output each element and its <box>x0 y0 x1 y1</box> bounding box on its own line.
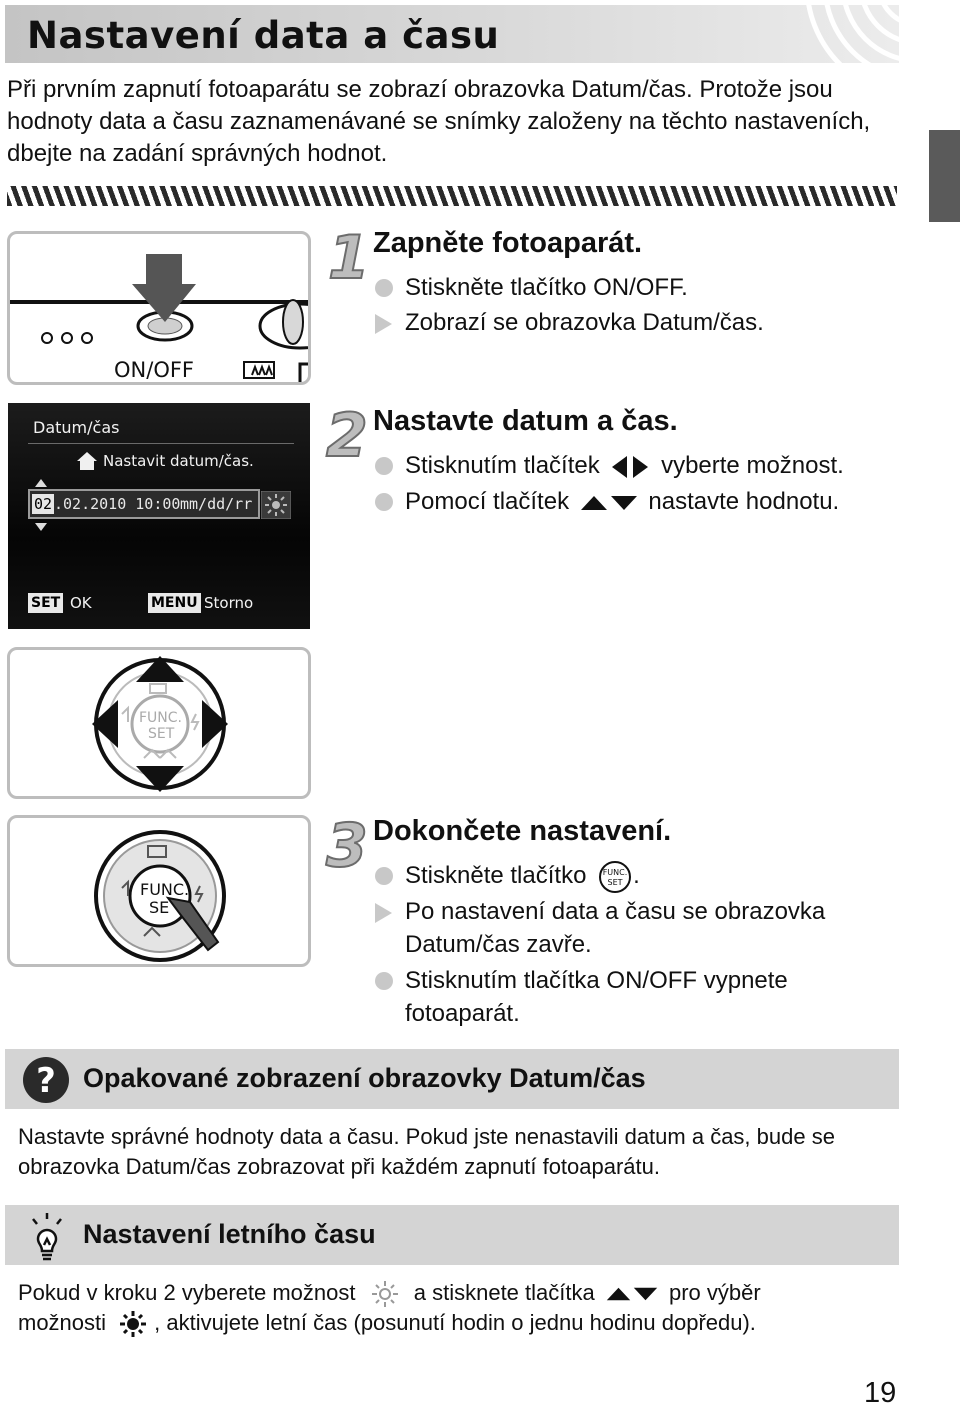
svg-text:FUNC.: FUNC. <box>602 867 628 877</box>
svg-text:SET: SET <box>607 877 623 887</box>
control-dial-arrows-illustration <box>7 647 311 799</box>
on-off-label: ON/OFF <box>114 358 195 382</box>
up-arrow-icon <box>35 479 47 487</box>
intro-paragraph: Při prvním zapnutí fotoaparátu se zobrazí obrazovka Datum/čas. Protože jsou hodnoty data a času zaznamenávané se snímky založeny na těchto nastaveních, dbejte na zadání správných hodnot. <box>7 76 871 167</box>
step3-bullet-1: Stiskněte tlačítko FUNC. SET . <box>405 859 640 894</box>
bullet-dot <box>375 493 393 511</box>
side-tab-marker <box>929 130 960 222</box>
dial2-func-line1: FUNC. <box>140 880 190 899</box>
dst-heading: Nastavení letního času <box>83 1219 376 1249</box>
step-title-3: Dokončete nastavení. <box>373 815 672 847</box>
lcd-menu-title: Nastavit datum/čas. <box>103 452 254 470</box>
faq-text: Nastavte správné hodnoty data a času. Pokud jste nenastavili datum a čas, bude se obrazovka Datum/čas zobrazovat při každém zapnutí fotoaparátu. <box>18 1124 835 1179</box>
dst-off-sun-icon <box>368 1280 402 1308</box>
step-number-2: 2 <box>326 401 368 471</box>
date-format-value: mm/dd/rr <box>180 495 253 513</box>
lcd-title-rule <box>28 443 294 444</box>
bullet-dot <box>375 972 393 990</box>
result-arrow-icon <box>375 903 392 923</box>
step-title-1: Zapněte fotoaparát. <box>373 227 643 259</box>
lcd-title: Datum/čas <box>33 418 120 437</box>
func-set-button-icon <box>597 860 633 894</box>
step1-result-1: Zobrazí se obrazovka Datum/čas. <box>405 306 764 339</box>
camera-top-illustration <box>7 231 311 385</box>
title-bar <box>5 5 899 63</box>
date-field[interactable] <box>28 489 260 519</box>
up-down-arrows-icon <box>580 493 638 513</box>
result-arrow-icon <box>375 314 392 334</box>
datetime-lcd-screen <box>8 403 310 629</box>
up-down-arrows-icon <box>605 1285 659 1303</box>
menu-badge: MENU <box>148 593 201 613</box>
step-number-3: 3 <box>326 811 368 881</box>
ok-label: OK <box>70 594 92 612</box>
step3-bullet-2: Stisknutím tlačítka ON/OFF vypnete fotoaparát. <box>405 964 885 1030</box>
func-set-press-illustration <box>7 815 311 967</box>
date-month-selected[interactable]: 02 <box>34 495 53 513</box>
cancel-label: Storno <box>204 594 254 612</box>
step2-bullet-1: Stisknutím tlačítek vyberte možnost. <box>405 449 844 482</box>
decorative-arcs <box>769 5 899 63</box>
dial2-func-line2: SE <box>149 898 170 917</box>
step-number-1: 1 <box>328 223 370 293</box>
set-badge: SET <box>28 593 63 613</box>
hatched-divider <box>7 186 897 206</box>
bullet-dot <box>375 867 393 885</box>
page-title: Nastavení data a času <box>27 14 500 57</box>
home-icon <box>76 451 98 471</box>
dial-func-line2: SET <box>148 726 175 742</box>
bullet-dot <box>375 279 393 297</box>
date-time-value: .02.2010 10:00 <box>54 495 181 513</box>
dial-func-line1: FUNC. <box>139 710 182 726</box>
question-icon <box>22 1056 70 1104</box>
svg-text:?: ? <box>36 1061 56 1101</box>
page-number: 19 <box>864 1377 897 1407</box>
left-right-arrows-icon <box>610 455 650 479</box>
step2-bullet-2: Pomocí tlačítek nastavte hodnotu. <box>405 485 839 518</box>
dst-heading-bar <box>5 1205 899 1265</box>
lightbulb-hint-icon <box>27 1211 67 1261</box>
step1-bullet-1: Stiskněte tlačítko ON/OFF. <box>405 271 688 304</box>
bullet-dot <box>375 457 393 475</box>
dst-on-sun-icon <box>116 1310 150 1338</box>
dst-text: Pokud v kroku 2 vyberete možnost a stisknete tlačítka pro výběr možnosti , aktivujete letní čas (posunutí hodin o jednu hodinu dopředu). <box>18 1278 898 1338</box>
faq-heading: Opakované zobrazení obrazovky Datum/čas <box>83 1063 646 1093</box>
faq-heading-bar <box>5 1049 899 1109</box>
dst-sun-icon[interactable] <box>261 491 291 519</box>
step3-result-1: Po nastavení data a času se obrazovka Datum/čas zavře. <box>405 895 885 961</box>
step-title-2: Nastavte datum a čas. <box>373 405 678 437</box>
down-arrow-icon <box>35 523 47 531</box>
